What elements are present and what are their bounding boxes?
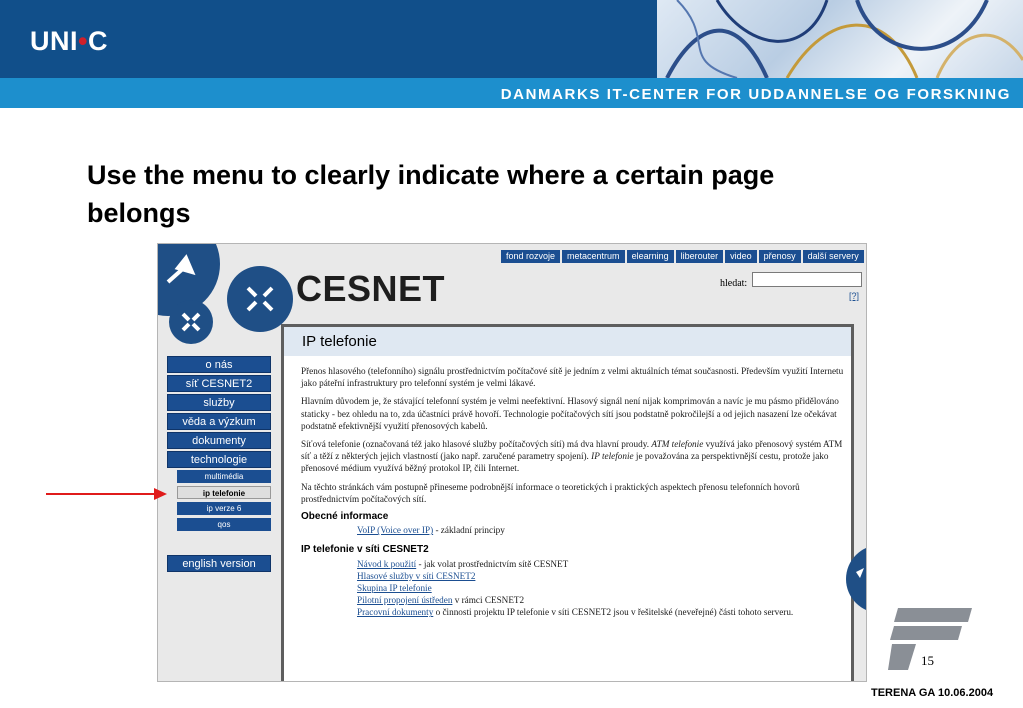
submenu-item-ip-verze-6[interactable]: ip verze 6 <box>177 502 271 515</box>
page-number: 15 <box>921 653 934 668</box>
submenu-item-qos[interactable]: qos <box>177 518 271 531</box>
slide-title-line2: belongs <box>87 198 191 228</box>
menu-item-sluzby[interactable]: služby <box>167 394 271 411</box>
footer-text: TERENA GA 10.06.2004 <box>871 687 994 699</box>
cesnet-router-graphic <box>158 244 298 349</box>
content-panel <box>281 324 854 682</box>
router-edge-graphic <box>844 544 867 614</box>
header-band-text: DANMARKS IT-CENTER FOR UDDANNELSE OG FORSKNING <box>500 86 1011 103</box>
search-input[interactable] <box>752 272 862 287</box>
ip-cesnet2-heading: IP telefonie v síti CESNET2 <box>301 544 429 556</box>
menu-item-technologie[interactable]: technologie <box>167 451 271 468</box>
paragraph-1: Přenos hlasového (telefonního) signálu prostřednictvím počítačové sítě je jedním z velmi aktuálních témat současnosti. Především využití Internetu jako páteřní infrastruktury pro telefonní systém je velmi lákavé. <box>301 366 844 389</box>
pracovni-dokumenty-link[interactable]: Pracovní dokumenty <box>357 607 434 618</box>
search-label: hledat: <box>720 278 748 289</box>
toplink-liberouter[interactable]: liberouter <box>676 250 724 263</box>
menu-item-sit-cesnet2[interactable]: síť CESNET2 <box>167 375 271 392</box>
toplink-elearning[interactable]: elearning <box>627 250 674 263</box>
skupina-link[interactable]: Skupina IP telefonie <box>357 583 432 594</box>
red-arrow-icon <box>46 486 168 502</box>
submenu-item-ip-telefonie[interactable]: ip telefonie <box>177 486 271 499</box>
menu-item-o-nas[interactable]: o nás <box>167 356 271 373</box>
toplink-dalsi-servery[interactable]: další servery <box>803 250 864 263</box>
cables-image <box>657 0 1023 78</box>
slide-title <box>87 156 947 232</box>
menu-item-veda-a-vyzkum[interactable]: věda a výzkum <box>167 413 271 430</box>
slide-title-line1: Use the menu to clearly indicate where a certain page <box>87 160 775 190</box>
link-row: Pracovní dokumenty o činnosti projektu IP telefonie v síti CESNET2 jsou v řešitelské (neveřejné) části tohoto serveru. <box>357 607 794 618</box>
paragraph-2: Hlavním důvodem je, že stávající telefonní systém je velmi neefektivní. Hlasový signál není nijak komprimován a navíc je mu pásmo přidělováno staticky - bez ohledu na to, zda účastníci právě hovoří. Technologie počítačových sítí jsou podstatně pokročilejší a od jejich nasazení lze očekávat podstatně efektivnější využití přenosových kabelů. <box>301 396 839 431</box>
general-info-heading: Obecné informace <box>301 511 389 523</box>
toplink-fond-rozvoje[interactable]: fond rozvoje <box>501 250 560 263</box>
link-row <box>301 582 849 594</box>
voip-row: VoIP (Voice over IP) - základní principy <box>357 525 505 536</box>
unic-logo: UNI•C <box>30 26 108 56</box>
navod-link[interactable]: Návod k použití <box>357 558 417 569</box>
toplink-video[interactable]: video <box>725 250 757 263</box>
hlasove-sluzby-link[interactable]: Hlasové služby v síti CESNET2 <box>357 570 476 581</box>
top-links <box>501 250 864 263</box>
content-header <box>284 327 851 356</box>
content-body <box>301 365 849 619</box>
link-row: Pilotní propojení ústředen v rámci CESNET2 <box>357 595 525 606</box>
toplink-metacentrum[interactable]: metacentrum <box>562 250 625 263</box>
slide-header <box>0 0 1023 108</box>
voip-link[interactable]: VoIP (Voice over IP) <box>357 525 434 536</box>
help-link[interactable]: [?] <box>849 291 860 301</box>
header-photo <box>657 0 1023 78</box>
side-menu <box>167 356 271 574</box>
menu-item-english-version[interactable]: english version <box>167 555 271 572</box>
link-row <box>301 570 849 582</box>
toplink-prenosy[interactable]: přenosy <box>759 250 801 263</box>
menu-item-dokumenty[interactable]: dokumenty <box>167 432 271 449</box>
link-row: Návod k použití - jak volat prostřednictvím sítě CESNET <box>357 558 569 569</box>
submenu-item-multimedia[interactable]: multimédia <box>177 470 271 483</box>
paragraph-3: Síťová telefonie (označovaná též jako hlasové služby počítačových sítí) má dva hlavní proudy. ATM telefonie využívá jako přenosový systém ATM síť a těží z některých jejich vlastností (jako např. zaručené parametry spojení). IP telefonie je považována za perspektivnější cestu, protože jako přenosové médium využívá běžný protokol IP, čili Internet. <box>301 439 843 474</box>
cesnet-screenshot <box>157 243 867 682</box>
pilotni-propojeni-link[interactable]: Pilotní propojení ústředen <box>357 595 453 606</box>
cesnet-logo: CESNET <box>296 268 446 309</box>
content-title: IP telefonie <box>302 333 377 350</box>
paragraph-4: Na těchto stránkách vám postupně přineseme podrobnější informace o teoretických i praktických aspektech přenosu telefonních hovorů prostřednictvím počítačových sítí. <box>301 481 800 504</box>
technologie-submenu <box>177 470 271 531</box>
